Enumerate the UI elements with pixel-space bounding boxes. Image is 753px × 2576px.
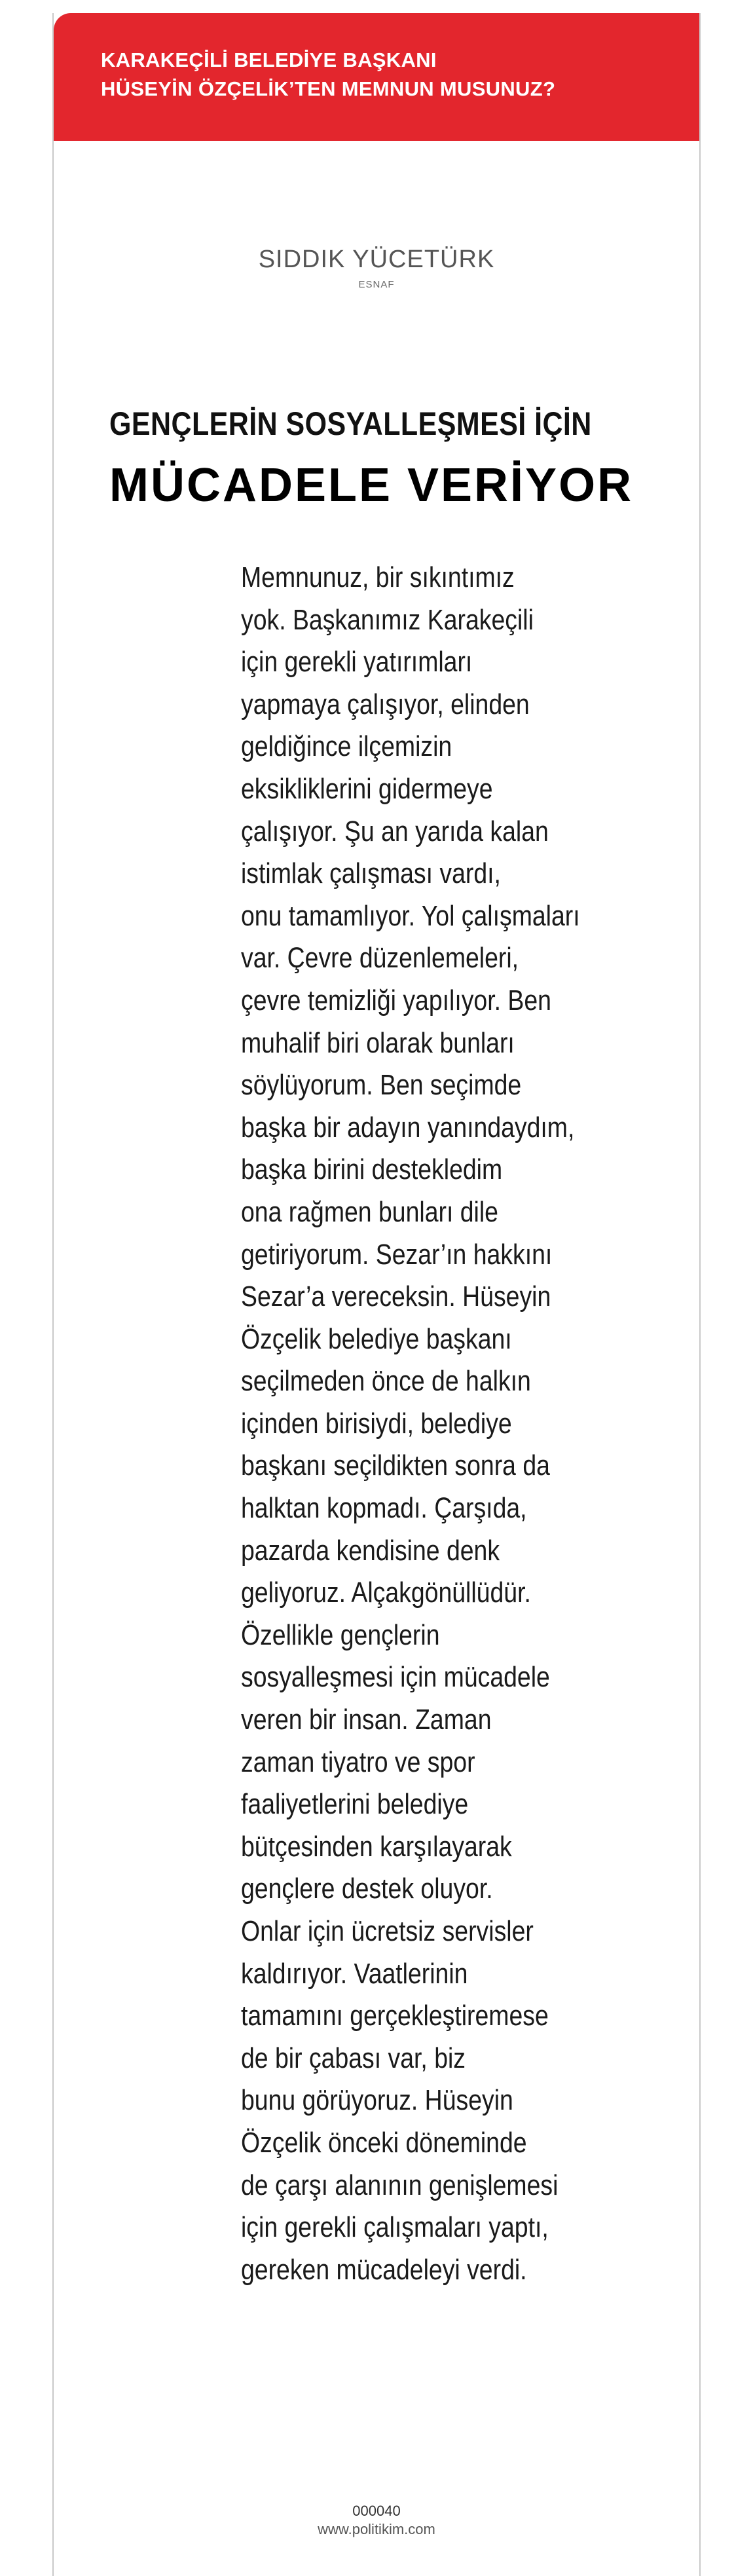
body-line: içinden birisiydi, belediye	[241, 1407, 512, 1440]
banner-line-2: HÜSEYİN ÖZÇELİK’TEN MEMNUN MUSUNUZ?	[101, 77, 556, 100]
article-body	[241, 557, 647, 2291]
body-line: söylüyorum. Ben seçimde	[241, 1069, 522, 1102]
body-line: için gerekli yatırımları	[241, 646, 473, 679]
body-line: Onlar için ücretsiz servisler	[241, 1915, 534, 1947]
body-line: tamamını gerçekleştiremese	[241, 2000, 549, 2032]
body-line: başka birini destekledim	[241, 1153, 503, 1186]
author-role: ESNAF	[358, 279, 395, 290]
body-line: de bir çabası var, biz	[241, 2042, 466, 2074]
banner-line-1: KARAKEÇİLİ BELEDİYE BAŞKANI	[101, 48, 437, 71]
body-line: gençlere destek oluyor.	[241, 1873, 493, 1905]
body-line: çevre temizliği yapılıyor. Ben	[241, 984, 551, 1017]
body-line: Sezar’a vereceksin. Hüseyin	[241, 1280, 551, 1313]
body-line: onu tamamlıyor. Yol çalışmaları	[241, 899, 580, 932]
body-line: çalışıyor. Şu an yarıda kalan	[241, 815, 549, 848]
body-line: başka bir adayın yanındaydım,	[241, 1111, 575, 1144]
page-footer	[54, 2502, 699, 2539]
body-line: faaliyetlerini belediye	[241, 1788, 469, 1821]
body-line: geliyoruz. Alçakgönüllüdür.	[241, 1577, 531, 1609]
body-line: eksikliklerini gidermeye	[241, 772, 493, 805]
headline-line-2: MÜCADELE VERİYOR	[109, 459, 634, 512]
body-line: Özçelik belediye başkanı	[241, 1322, 512, 1355]
body-line: halktan kopmadı. Çarşıda,	[241, 1492, 527, 1525]
body-line: Özçelik önceki döneminde	[241, 2126, 527, 2159]
body-line: bunu görüyoruz. Hüseyin	[241, 2084, 513, 2117]
body-line: istimlak çalışması vardı,	[241, 857, 501, 890]
author-block	[54, 246, 699, 290]
headline-line-1: GENÇLERİN SOSYALLEŞMESİ İÇİN	[109, 405, 592, 442]
body-line: veren bir insan. Zaman	[241, 1704, 492, 1736]
body-line: getiriyorum. Sezar’ın hakkını	[241, 1238, 553, 1271]
body-line: kaldırıyor. Vaatlerinin	[241, 1957, 468, 1990]
body-line: gereken mücadeleyi verdi.	[241, 2253, 527, 2286]
body-line: bütçesinden karşılayarak	[241, 1830, 512, 1863]
body-line: pazarda kendisine denk	[241, 1534, 500, 1567]
body-line: muhalif biri olarak bunları	[241, 1026, 515, 1059]
body-line: Özellikle gençlerin	[241, 1618, 440, 1651]
body-line: yapmaya çalışıyor, elinden	[241, 688, 530, 720]
body-line: için gerekli çalışmaları yaptı,	[241, 2211, 549, 2244]
body-line: de çarşı alanının genişlemesi	[241, 2169, 559, 2201]
body-line: seçilmeden önce de halkın	[241, 1365, 531, 1398]
body-line: sosyalleşmesi için mücadele	[241, 1661, 550, 1694]
body-line: zaman tiyatro ve spor	[241, 1745, 475, 1778]
website-url[interactable]: www.politikim.com	[318, 2521, 435, 2537]
body-line: geldiğince ilçemizin	[241, 730, 452, 763]
article-card	[52, 13, 701, 2576]
body-line: Memnunuz, bir sıkıntımız	[241, 561, 515, 593]
body-line: var. Çevre düzenlemeleri,	[241, 942, 519, 975]
author-name: SIDDIK YÜCETÜRK	[258, 246, 495, 273]
page-number: 000040	[352, 2503, 401, 2519]
body-line: başkanı seçildikten sonra da	[241, 1449, 550, 1482]
question-banner	[54, 13, 699, 141]
body-line: yok. Başkanımız Karakeçili	[241, 603, 534, 636]
body-line: ona rağmen bunları dile	[241, 1195, 498, 1228]
